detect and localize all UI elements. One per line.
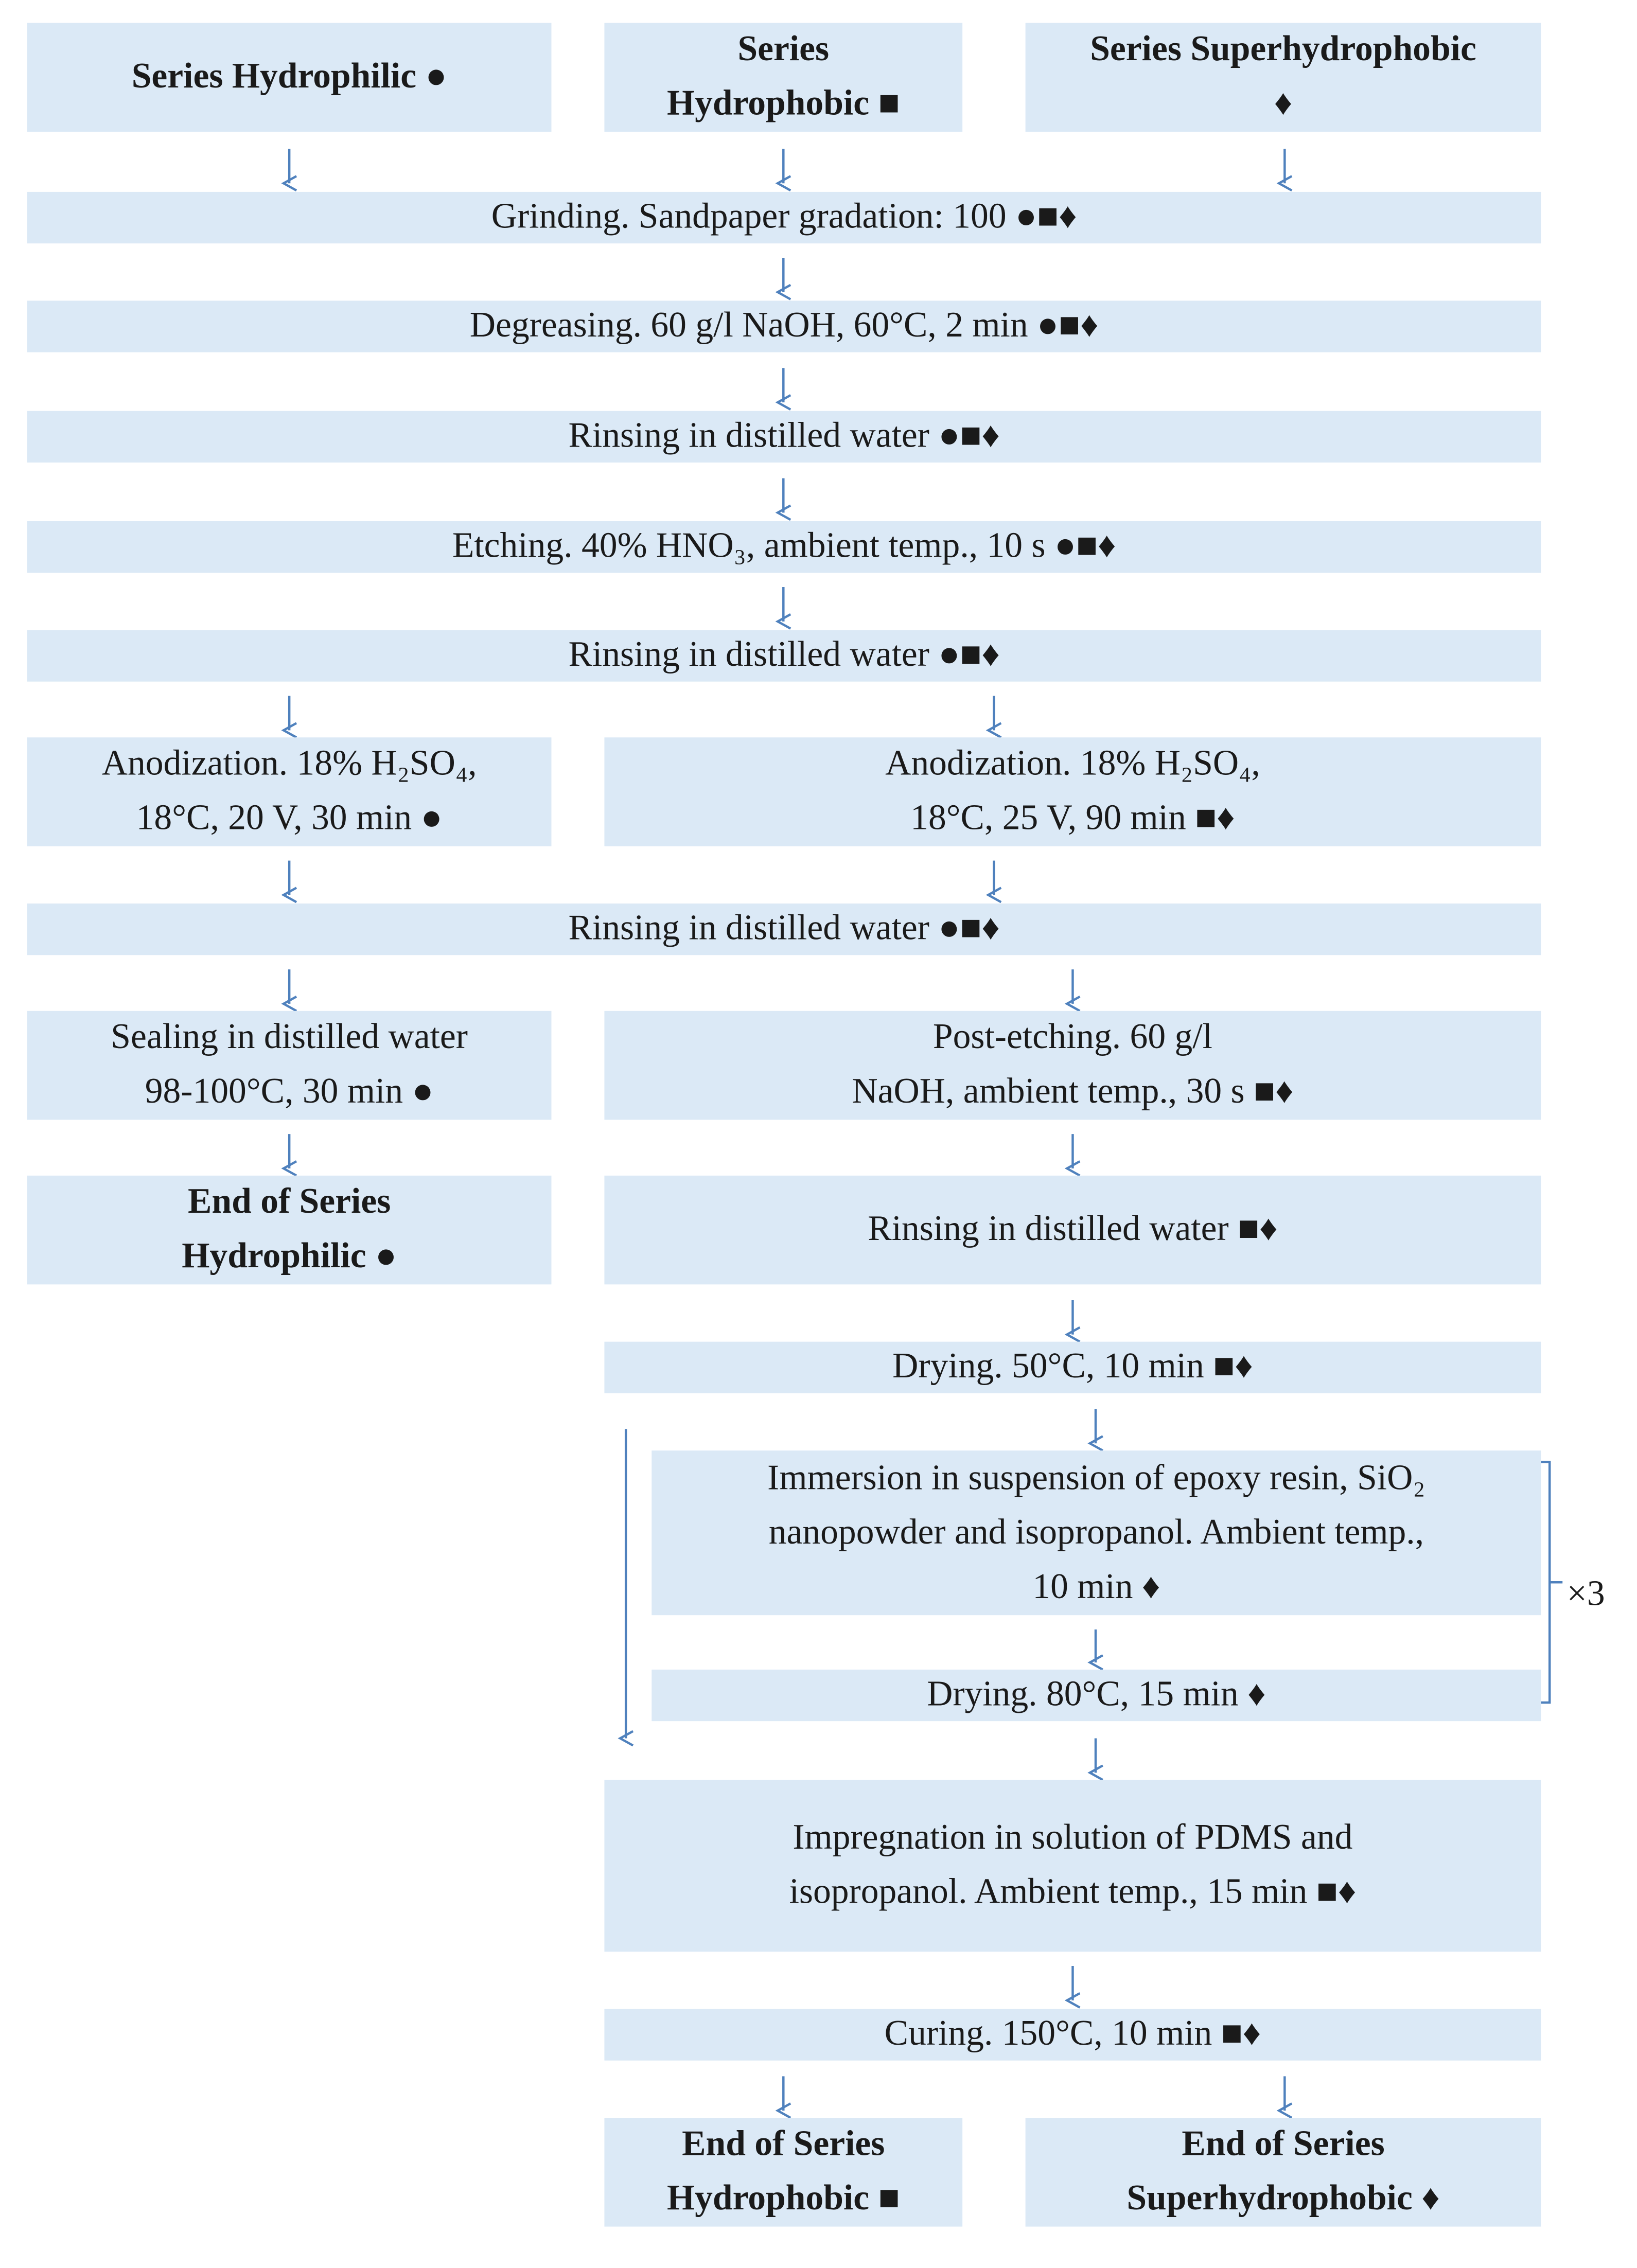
box-anodization-hydrophobic: Anodization. 18% H₂SO₄, 18°C, 25 V, 90 min ■♦ xyxy=(604,737,1541,846)
box-sealing: Sealing in distilled water 98-100°C, 30 min ● xyxy=(27,1011,552,1120)
repeat-bracket xyxy=(1541,1462,1563,1703)
box-grinding: Grinding. Sandpaper gradation: 100 ●■♦ xyxy=(27,192,1541,243)
box-drying-2: Drying. 80°C, 15 min ♦ xyxy=(652,1670,1541,1721)
box-rinsing-3: Rinsing in distilled water ●■♦ xyxy=(27,903,1541,955)
box-post-etching: Post-etching. 60 g/l NaOH, ambient temp., 30 s ■♦ xyxy=(604,1011,1541,1120)
box-rinsing-4: Rinsing in distilled water ■♦ xyxy=(604,1176,1541,1285)
box-end-hydrophilic: End of Series Hydrophilic ● xyxy=(27,1176,552,1285)
box-drying-1: Drying. 50°C, 10 min ■♦ xyxy=(604,1342,1541,1393)
box-series-superhydrophobic: Series Superhydrophobic ♦ xyxy=(1026,23,1541,132)
repeat-label: ×3 xyxy=(1566,1575,1605,1614)
box-degreasing: Degreasing. 60 g/l NaOH, 60°C, 2 min ●■♦ xyxy=(27,300,1541,352)
box-curing: Curing. 150°C, 10 min ■♦ xyxy=(604,2009,1541,2061)
box-immersion: Immersion in suspension of epoxy resin, SiO₂ nanopowder and isopropanol. Ambient temp., 10 min ♦ xyxy=(652,1450,1541,1615)
box-rinsing-1: Rinsing in distilled water ●■♦ xyxy=(27,411,1541,463)
box-impregnation: Impregnation in solution of PDMS and isopropanol. Ambient temp., 15 min ■♦ xyxy=(604,1780,1541,1952)
box-anodization-hydrophilic: Anodization. 18% H₂SO₄, 18°C, 20 V, 30 min ● xyxy=(27,737,552,846)
box-series-hydrophobic: Series Hydrophobic ■ xyxy=(604,23,962,132)
box-rinsing-2: Rinsing in distilled water ●■♦ xyxy=(27,630,1541,682)
box-end-hydrophobic: End of Series Hydrophobic ■ xyxy=(604,2118,962,2227)
box-end-superhydrophobic: End of Series Superhydrophobic ♦ xyxy=(1026,2118,1541,2227)
box-etching: Etching. 40% HNO₃, ambient temp., 10 s ●■♦ xyxy=(27,521,1541,573)
box-series-hydrophilic: Series Hydrophilic ● xyxy=(27,23,552,132)
